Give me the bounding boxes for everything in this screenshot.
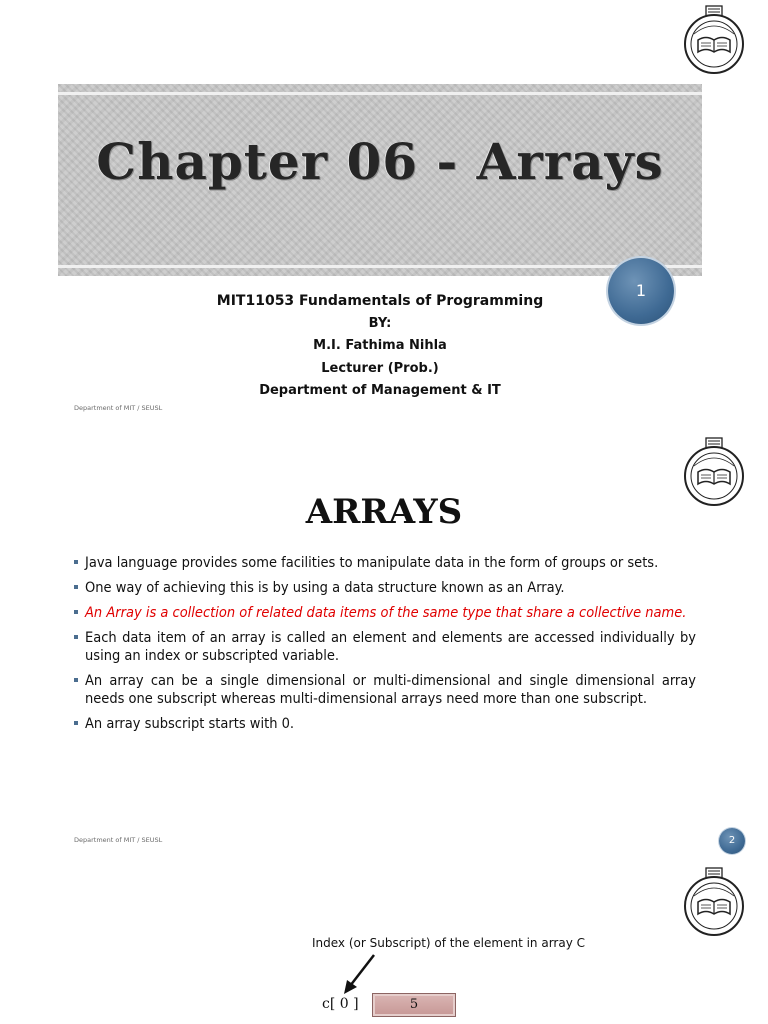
array-index-label: c[ 0 ] bbox=[322, 996, 359, 1012]
bullet-marker-icon bbox=[74, 721, 78, 725]
bullet-marker-icon bbox=[74, 585, 78, 589]
slide-number-badge: 1 bbox=[608, 258, 674, 324]
bullet-item bbox=[74, 579, 696, 597]
bullet-marker-icon bbox=[74, 678, 78, 682]
chapter-title: Chapter 06 - Arrays bbox=[96, 132, 664, 191]
bullet-item bbox=[74, 715, 696, 733]
highlighted-bullet-item bbox=[74, 604, 696, 622]
slide-number-badge: 2 bbox=[719, 828, 745, 854]
slide-footer: Department of MIT / SEUSL bbox=[74, 404, 163, 412]
author-name: M.I. Fathima Nihla bbox=[313, 338, 447, 353]
bullet-item bbox=[74, 672, 696, 708]
slide-1 bbox=[0, 0, 768, 420]
bullet-marker-icon bbox=[74, 635, 78, 639]
bullet-text: Java language provides some facilities to manipulate data in the form of groups or sets. bbox=[85, 555, 659, 571]
bullet-text: An array subscript starts with 0. bbox=[85, 716, 295, 732]
bullet-text: An Array is a collection of related data items of the same type that share a collective name. bbox=[85, 605, 687, 621]
course-title: MIT11053 Fundamentals of Programming bbox=[216, 293, 544, 309]
university-seal-icon bbox=[682, 4, 746, 74]
bullet-marker-icon bbox=[74, 560, 78, 564]
author-role: Lecturer (Prob.) bbox=[321, 360, 439, 376]
array-element-cell: 5 bbox=[372, 993, 456, 1017]
bullet-item bbox=[74, 554, 696, 572]
university-seal-icon bbox=[682, 866, 746, 936]
bullet-item bbox=[74, 629, 696, 665]
by-label: BY: bbox=[368, 315, 392, 331]
title-banner bbox=[58, 84, 702, 276]
index-caption: Index (or Subscript) of the element in array C bbox=[312, 936, 585, 950]
slide-footer: Department of MIT / SEUSL bbox=[74, 836, 163, 844]
bullet-list bbox=[74, 554, 696, 740]
author-department: Department of Management & IT bbox=[259, 383, 501, 398]
bullet-text: Each data item of an array is called an element and elements are accessed individually by using an index or subscripted variable. bbox=[85, 630, 696, 664]
slide-3 bbox=[0, 860, 768, 1024]
slide-2 bbox=[0, 420, 768, 860]
bullet-text: One way of achieving this is by using a data structure known as an Array. bbox=[85, 580, 565, 596]
bullet-text: An array can be a single dimensional or multi-dimensional and single dimensional array needs one subscript whereas multi-dimensional arrays need more than one subscript. bbox=[85, 673, 696, 707]
slide-heading: ARRAYS bbox=[305, 492, 463, 532]
bullet-marker-icon bbox=[74, 610, 78, 614]
arrow-down-icon bbox=[340, 952, 380, 996]
title-details bbox=[0, 290, 760, 403]
